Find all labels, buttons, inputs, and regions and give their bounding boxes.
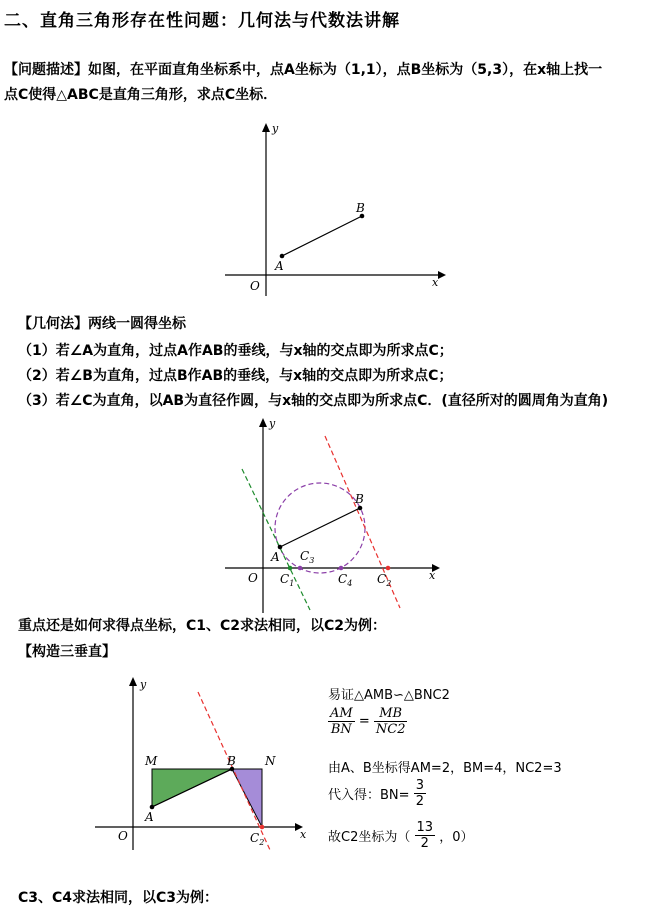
f1-point-b-label: B	[356, 201, 365, 215]
figure-3-three-perpendiculars	[90, 672, 320, 852]
f2-x-label: x	[429, 569, 436, 582]
derivation-line-4: 代入得：BN= $\frac{3}{2}$	[328, 778, 424, 809]
f3-origin-label: O	[118, 829, 128, 843]
derivation-line-1: 易证△AMB∽△BNC2	[328, 688, 450, 703]
f3-point-a-label: A	[145, 810, 154, 824]
f2-c3-label: $C_3$	[300, 549, 315, 565]
derivation-line-5: 故C2坐标为（ $\frac{13}{2}$ ，0）	[328, 820, 474, 851]
f1-origin-label: O	[250, 279, 260, 293]
f2-c4-label: $C_4$	[338, 572, 353, 588]
f2-y-label: y	[269, 417, 276, 430]
f2-c1-label: $C_1$	[280, 572, 295, 588]
f3-x-label: x	[300, 828, 307, 841]
problem-line-2: 点C使得△ABC是直角三角形，求点C坐标．	[4, 87, 278, 103]
geometry-title: 【几何法】两线一圆得坐标	[18, 316, 186, 332]
f1-x-label: x	[432, 276, 439, 289]
f2-point-a-label: A	[271, 550, 280, 564]
f3-c2-label: $C_2$	[250, 831, 265, 847]
note-2: C3、C4求法相同，以C3为例：	[18, 890, 219, 906]
f1-point-a-label: A	[275, 259, 284, 273]
derivation-line-3: 由A、B坐标得AM=2，BM=4，NC2=3	[328, 761, 562, 776]
geometry-item-1: （1）若∠A为直角，过点A作AB的垂线，与x轴的交点即为所求点C；	[18, 343, 453, 359]
f1-y-label: y	[272, 122, 279, 135]
f3-point-b-label: B	[227, 754, 236, 768]
f3-point-n-label: N	[265, 754, 276, 768]
construct-title: 【构造三垂直】	[18, 644, 116, 660]
page-heading: 二、直角三角形存在性问题：几何法与代数法讲解	[4, 11, 400, 31]
geometry-item-2: （2）若∠B为直角，过点B作AB的垂线，与x轴的交点即为所求点C；	[18, 368, 453, 384]
problem-line-1: 【问题描述】如图，在平面直角坐标系中，点A坐标为（1,1），点B坐标为（5,3），在x轴上找一	[4, 62, 603, 78]
f2-c2-label: $C_2$	[377, 572, 392, 588]
note-1: 重点还是如何求得点坐标，C1、C2求法相同，以C2为例：	[18, 618, 387, 634]
f2-point-b-label: B	[355, 492, 364, 506]
figure-1-coordinate-plot	[220, 120, 450, 300]
figure-2-two-lines-one-circle	[220, 415, 450, 615]
f3-y-label: y	[140, 678, 147, 691]
derivation-ratio: $\frac{AM}{BN}$ = $\frac{MB}{NC2}$	[330, 706, 406, 737]
f3-point-m-label: M	[145, 754, 158, 768]
f2-origin-label: O	[248, 571, 258, 585]
geometry-item-3: （3）若∠C为直角，以AB为直径作圆，与x轴的交点即为所求点C．(直径所对的圆周角为直角)	[18, 393, 609, 409]
